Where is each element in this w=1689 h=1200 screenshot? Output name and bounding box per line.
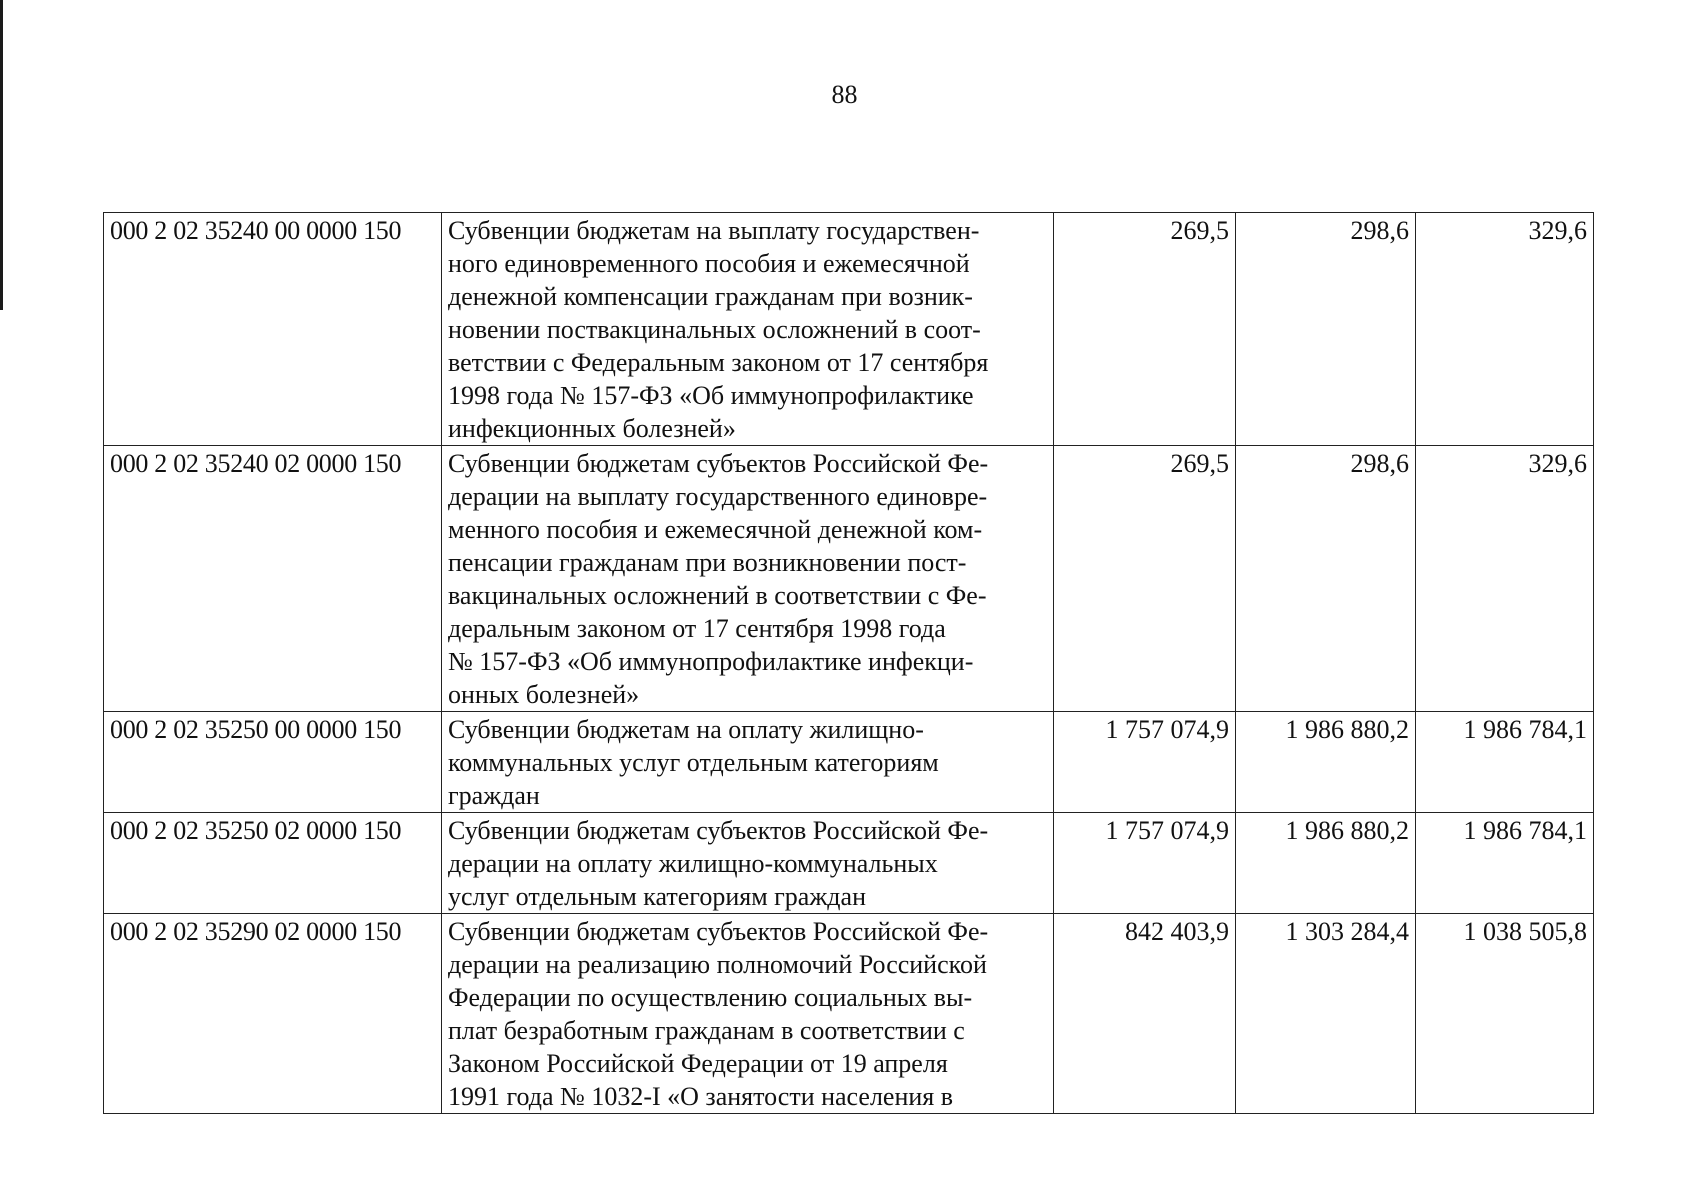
description-line: денежной компенсации гражданам при возник-	[448, 282, 973, 311]
amount-cell-1: 1 757 074,9	[1054, 813, 1236, 914]
description-line: 1991 года № 1032-I «О занятости населения в	[448, 1082, 954, 1111]
description-line: вакцинальных осложнений в соответствии с Фе-	[448, 581, 987, 610]
revenue-code-cell: 000 2 02 35250 00 0000 150	[104, 712, 442, 813]
revenue-description-cell	[442, 914, 1054, 1114]
description-line: Федерации по осуществлению социальных вы-	[448, 983, 973, 1012]
budget-revenue-table	[103, 212, 1594, 1114]
revenue-code-cell: 000 2 02 35240 00 0000 150	[104, 213, 442, 446]
amount-cell-3: 1 986 784,1	[1416, 712, 1594, 813]
amount-cell-2: 1 986 880,2	[1236, 712, 1416, 813]
revenue-description-cell	[442, 813, 1054, 914]
revenue-code-cell: 000 2 02 35250 02 0000 150	[104, 813, 442, 914]
description-line: менного пособия и ежемесячной денежной ком-	[448, 515, 983, 544]
revenue-code-cell: 000 2 02 35290 02 0000 150	[104, 914, 442, 1114]
description-line: Субвенции бюджетам субъектов Российской Фе-	[448, 816, 989, 845]
description-line: граждан	[448, 781, 540, 810]
description-line: новении поствакцинальных осложнений в соот-	[448, 315, 981, 344]
revenue-description-cell	[442, 446, 1054, 712]
description-line: 1998 года № 157-ФЗ «Об иммунопрофилактике	[448, 381, 974, 410]
description-line: дерации на оплату жилищно-коммунальных	[448, 849, 938, 878]
amount-cell-2: 298,6	[1236, 213, 1416, 446]
amount-cell-2: 1 986 880,2	[1236, 813, 1416, 914]
page-number: 88	[831, 80, 858, 109]
description-line: плат безработным гражданам в соответствии с	[448, 1016, 965, 1045]
scan-edge-mark	[0, 0, 3, 310]
table-row	[104, 446, 1594, 712]
description-line: Законом Российской Федерации от 19 апреля	[448, 1049, 948, 1078]
description-line: дерации на реализацию полномочий Российской	[448, 950, 987, 979]
description-line: Субвенции бюджетам субъектов Российской Фе-	[448, 449, 989, 478]
amount-cell-2: 298,6	[1236, 446, 1416, 712]
amount-cell-3: 329,6	[1416, 213, 1594, 446]
amount-cell-3: 1 038 505,8	[1416, 914, 1594, 1114]
amount-cell-2: 1 303 284,4	[1236, 914, 1416, 1114]
amount-cell-1: 269,5	[1054, 446, 1236, 712]
description-line: инфекционных болезней»	[448, 414, 736, 443]
description-line: услуг отдельным категориям граждан	[448, 882, 866, 911]
revenue-description-cell	[442, 712, 1054, 813]
description-line: Субвенции бюджетам на оплату жилищно-	[448, 715, 924, 744]
description-line: онных болезней»	[448, 680, 640, 709]
amount-cell-3: 1 986 784,1	[1416, 813, 1594, 914]
description-line: Субвенции бюджетам на выплату государствен-	[448, 216, 980, 245]
description-line: коммунальных услуг отдельным категориям	[448, 748, 939, 777]
description-line: пенсации гражданам при возникновении пост-	[448, 548, 967, 577]
amount-cell-1: 269,5	[1054, 213, 1236, 446]
description-line: Субвенции бюджетам субъектов Российской Фе-	[448, 917, 989, 946]
table-row	[104, 813, 1594, 914]
description-line: деральным законом от 17 сентября 1998 года	[448, 614, 946, 643]
amount-cell-1: 842 403,9	[1054, 914, 1236, 1114]
amount-cell-3: 329,6	[1416, 446, 1594, 712]
amount-cell-1: 1 757 074,9	[1054, 712, 1236, 813]
table-row	[104, 213, 1594, 446]
description-line: № 157-ФЗ «Об иммунопрофилактике инфекци-	[448, 647, 974, 676]
revenue-description-cell	[442, 213, 1054, 446]
table-row	[104, 712, 1594, 813]
description-line: ветствии с Федеральным законом от 17 сентября	[448, 348, 989, 377]
description-line: дерации на выплату государственного единовре-	[448, 482, 988, 511]
revenue-code-cell: 000 2 02 35240 02 0000 150	[104, 446, 442, 712]
table-row	[104, 914, 1594, 1114]
description-line: ного единовременного пособия и ежемесячной	[448, 249, 970, 278]
